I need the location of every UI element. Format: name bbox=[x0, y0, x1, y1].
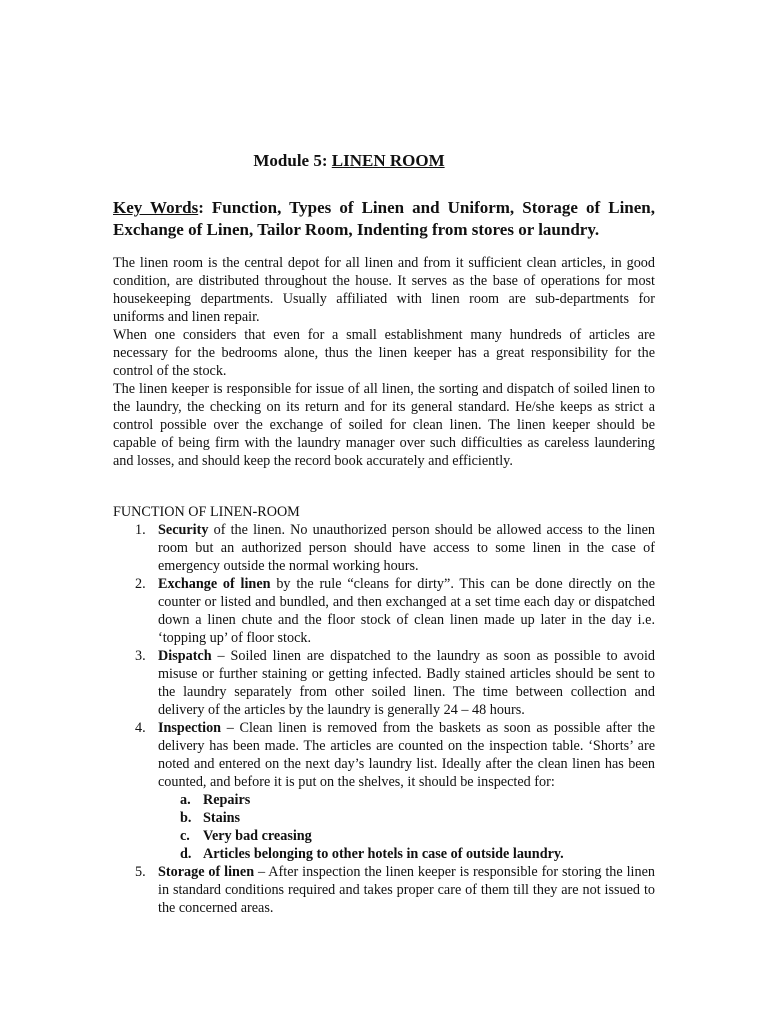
function-text: – Soiled linen are dispatched to the laundry as soon as possible to avoid misuse or further staining or getting infected. Badly stained articles should be sent to the laundry separately from other soiled linen. The time between collection and delivery of the articles by the laundry is generally 24 – 48 hours. bbox=[158, 648, 655, 718]
function-text: – Clean linen is removed from the baskets as soon as possible after the delivery has been made. The articles are counted on the inspection table. ‘Shorts’ are noted and entered on the next day’s laundry list. Ideally after the clean linen has been counted, and before it is put on the shelves, it should be inspected for: bbox=[158, 720, 655, 790]
item-letter: a. bbox=[180, 792, 191, 808]
intro-paragraph: When one considers that even for a small establishment many hundreds of articles are necessary for the bedrooms alone, thus the linen keeper has a great responsibility for the control of the stock. bbox=[113, 327, 655, 379]
section-heading: FUNCTION OF LINEN-ROOM bbox=[113, 504, 300, 520]
item-letter: d. bbox=[180, 846, 192, 862]
checklist-text: Very bad creasing bbox=[203, 828, 312, 844]
key-words-text: : Function, Types of Linen and Uniform, Storage of Linen, Exchange of Linen, Tailor Room, Indenting from stores or laundry. bbox=[113, 198, 655, 239]
function-name: Storage of linen bbox=[158, 864, 255, 880]
item-number: 1. bbox=[135, 522, 146, 538]
function-item bbox=[113, 863, 655, 917]
function-name: Security bbox=[158, 522, 209, 538]
functions-list bbox=[113, 521, 655, 917]
item-number: 4. bbox=[135, 720, 146, 736]
function-item bbox=[113, 647, 655, 719]
item-number: 5. bbox=[135, 864, 146, 880]
checklist-text: Stains bbox=[203, 810, 241, 826]
intro-section bbox=[113, 254, 655, 470]
function-text: of the linen. No unauthorized person should be allowed access to the linen room but an authorized person should have access to some linen in the case of emergency outside the normal working hours. bbox=[158, 522, 655, 574]
inspection-checklist bbox=[158, 791, 655, 863]
intro-paragraph: The linen keeper is responsible for issue of all linen, the sorting and dispatch of soiled linen to the laundry, the checking on its return and for its general standard. He/she keeps as strict a control possible over the exchange of soiled for clean linen. The linen keeper should be capable of being firm with the laundry manager over such difficulties as careless laundering and losses, and should keep the record book accurately and efficiently. bbox=[113, 381, 655, 469]
checklist-text: Repairs bbox=[203, 792, 251, 808]
title-topic: LINEN ROOM bbox=[331, 151, 445, 170]
function-item bbox=[113, 521, 655, 575]
item-letter: b. bbox=[180, 810, 192, 826]
function-item bbox=[113, 575, 655, 647]
function-text: by the rule “cleans for dirty”. This can be done directly on the counter or listed and bundled, and then exchanged at a set time each day or dispatched down a linen chute and the floor stock of clean linen made up later in the day i.e. ‘topping up’ of floor stock. bbox=[158, 576, 655, 646]
key-words-label: Key Words bbox=[113, 198, 199, 217]
intro-paragraph: The linen room is the central depot for all linen and from it sufficient clean articles, in good condition, are distributed throughout the house. It serves as the base of operations for most housekeeping departments. Usually affiliated with linen room are sub-departments for uniforms and linen repair. bbox=[113, 255, 655, 325]
item-letter: c. bbox=[180, 828, 190, 844]
checklist-item bbox=[158, 809, 655, 827]
function-name: Inspection bbox=[158, 720, 222, 736]
item-number: 2. bbox=[135, 576, 146, 592]
function-text: – After inspection the linen keeper is responsible for storing the linen in standard conditions required and takes proper care of them till they are not issued to the concerned areas. bbox=[158, 864, 655, 916]
function-name: Exchange of linen bbox=[158, 576, 271, 592]
function-item bbox=[113, 719, 655, 863]
checklist-item bbox=[158, 791, 655, 809]
checklist-item bbox=[158, 827, 655, 845]
page-title bbox=[0, 151, 698, 171]
checklist-text: Articles belonging to other hotels in case of outside laundry. bbox=[203, 846, 564, 862]
item-number: 3. bbox=[135, 648, 146, 664]
key-words bbox=[113, 197, 655, 240]
title-prefix: Module 5: bbox=[253, 151, 332, 170]
checklist-item bbox=[158, 845, 655, 863]
function-name: Dispatch bbox=[158, 648, 212, 664]
